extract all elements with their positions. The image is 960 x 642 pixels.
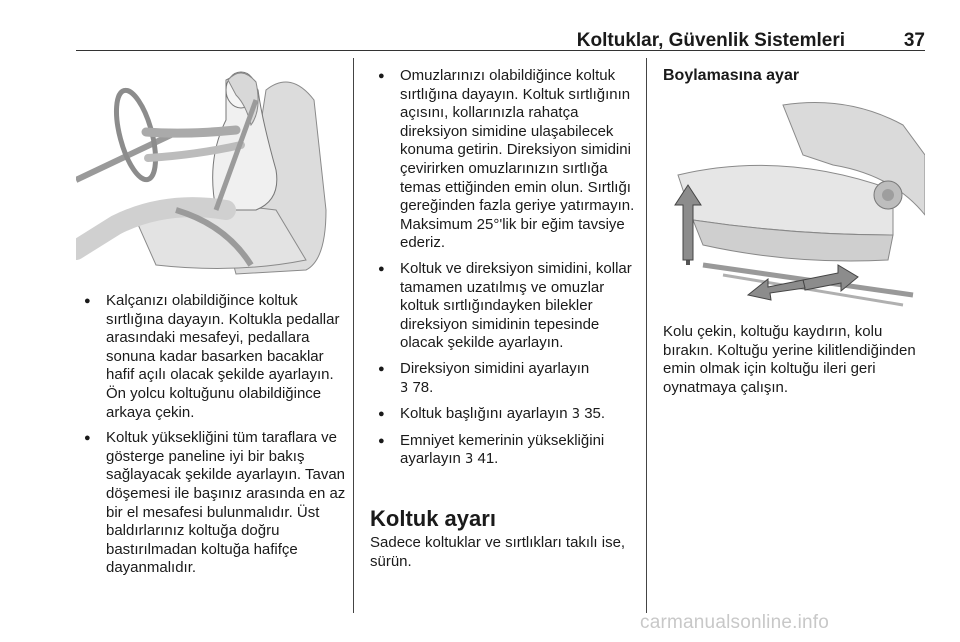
longitudinal-adjustment-text: Kolu çekin, koltuğu kaydırın, kolu bırakın. Koltuğu yerine kilitlendiğinden emin olmak için koltuğu ileri geri oynatmaya çalışın. <box>663 323 916 396</box>
page-reference[interactable]: 78. <box>412 378 434 396</box>
list-item: ● Kalçanızı olabildiğince koltuk sırtlığına dayayın. Koltukla pedallar arasındaki mesafeyi, pedallara sonuna kadar basarken bacaklar hafif açılı olacak şekilde ayarlayın. Ön yolcu koltuğunu olabildiğince arkaya çekin. <box>76 292 354 422</box>
list-item-text: Emniyet kemerinin yüksekliğini ayarlayın <box>400 431 605 468</box>
list-item-text: Koltuk başlığını ayarlayın <box>400 405 568 423</box>
list-item-text: Direksiyon simidini ayarlayın <box>400 359 590 377</box>
section-title: Koltuk ayarı <box>370 506 496 531</box>
section-text: Sadece koltuklar ve sırtlıkları takılı ise, sürün. <box>370 534 626 570</box>
list-item-text: Omuzlarınızı olabildiğince koltuk sırtlığına dayayın. Koltuk sırtlığının açısını, kollarınızla rahatça direksiyon simidine ulaşabilecek konuma getirin. Direksiyon simidini çevirirken omuzlarınızın sırtlığa temas ettiğinden emin olun. Sırtlığı gereğinden fazla geriye yatırmayın. Maksimum 25°'lik bir eğim tavsiye ederiz. <box>400 67 635 252</box>
list-item-text: Koltuk ve direksiyon simidini, kollar tamamen uzatılmış ve omuzlar koltuk sırtlığındayken bilekler direksiyon simidinin tepesinde olacak şekilde ayarlayın. <box>400 259 632 352</box>
driver-posture-illustration <box>76 60 338 276</box>
seat-adjustment-drawing <box>663 95 925 309</box>
seating-instructions-list-2 <box>370 67 638 477</box>
header-rule <box>76 50 925 51</box>
page-header <box>76 28 925 52</box>
column-divider <box>646 58 647 613</box>
list-item <box>370 360 638 398</box>
seating-instructions-list <box>76 292 354 585</box>
list-item <box>370 405 638 425</box>
page-number: 37 <box>903 30 925 51</box>
page-reference[interactable]: 35. <box>584 405 606 423</box>
page-reference-icon: 3 <box>571 407 581 423</box>
subheading: Boylamasına ayar <box>663 67 800 84</box>
watermark: carmanualsonline.info <box>640 612 830 633</box>
list-item: ● Koltuk yüksekliğini tüm taraflara ve gösterge paneline iyi bir bakış sağlayacak şekilde ayarlayın. Tavan döşemesi ile başınız arasında en az bir el mesafesi bulunmalıdır. Üst baldırlarınız koltuğa doğru bastırılmadan koltuğa hafifçe dayanmalıdır. <box>76 429 354 578</box>
page-reference-icon: 3 <box>400 380 409 396</box>
list-item <box>370 260 638 353</box>
header-title: Koltuklar, Güvenlik Sistemleri <box>576 30 845 51</box>
seat-adjustment-illustration <box>663 95 925 309</box>
driver-posture-drawing <box>76 60 338 276</box>
page-reference[interactable]: 41. <box>477 450 499 468</box>
list-item <box>370 432 638 470</box>
list-item <box>370 67 638 253</box>
page-reference-icon: 3 <box>465 452 474 468</box>
